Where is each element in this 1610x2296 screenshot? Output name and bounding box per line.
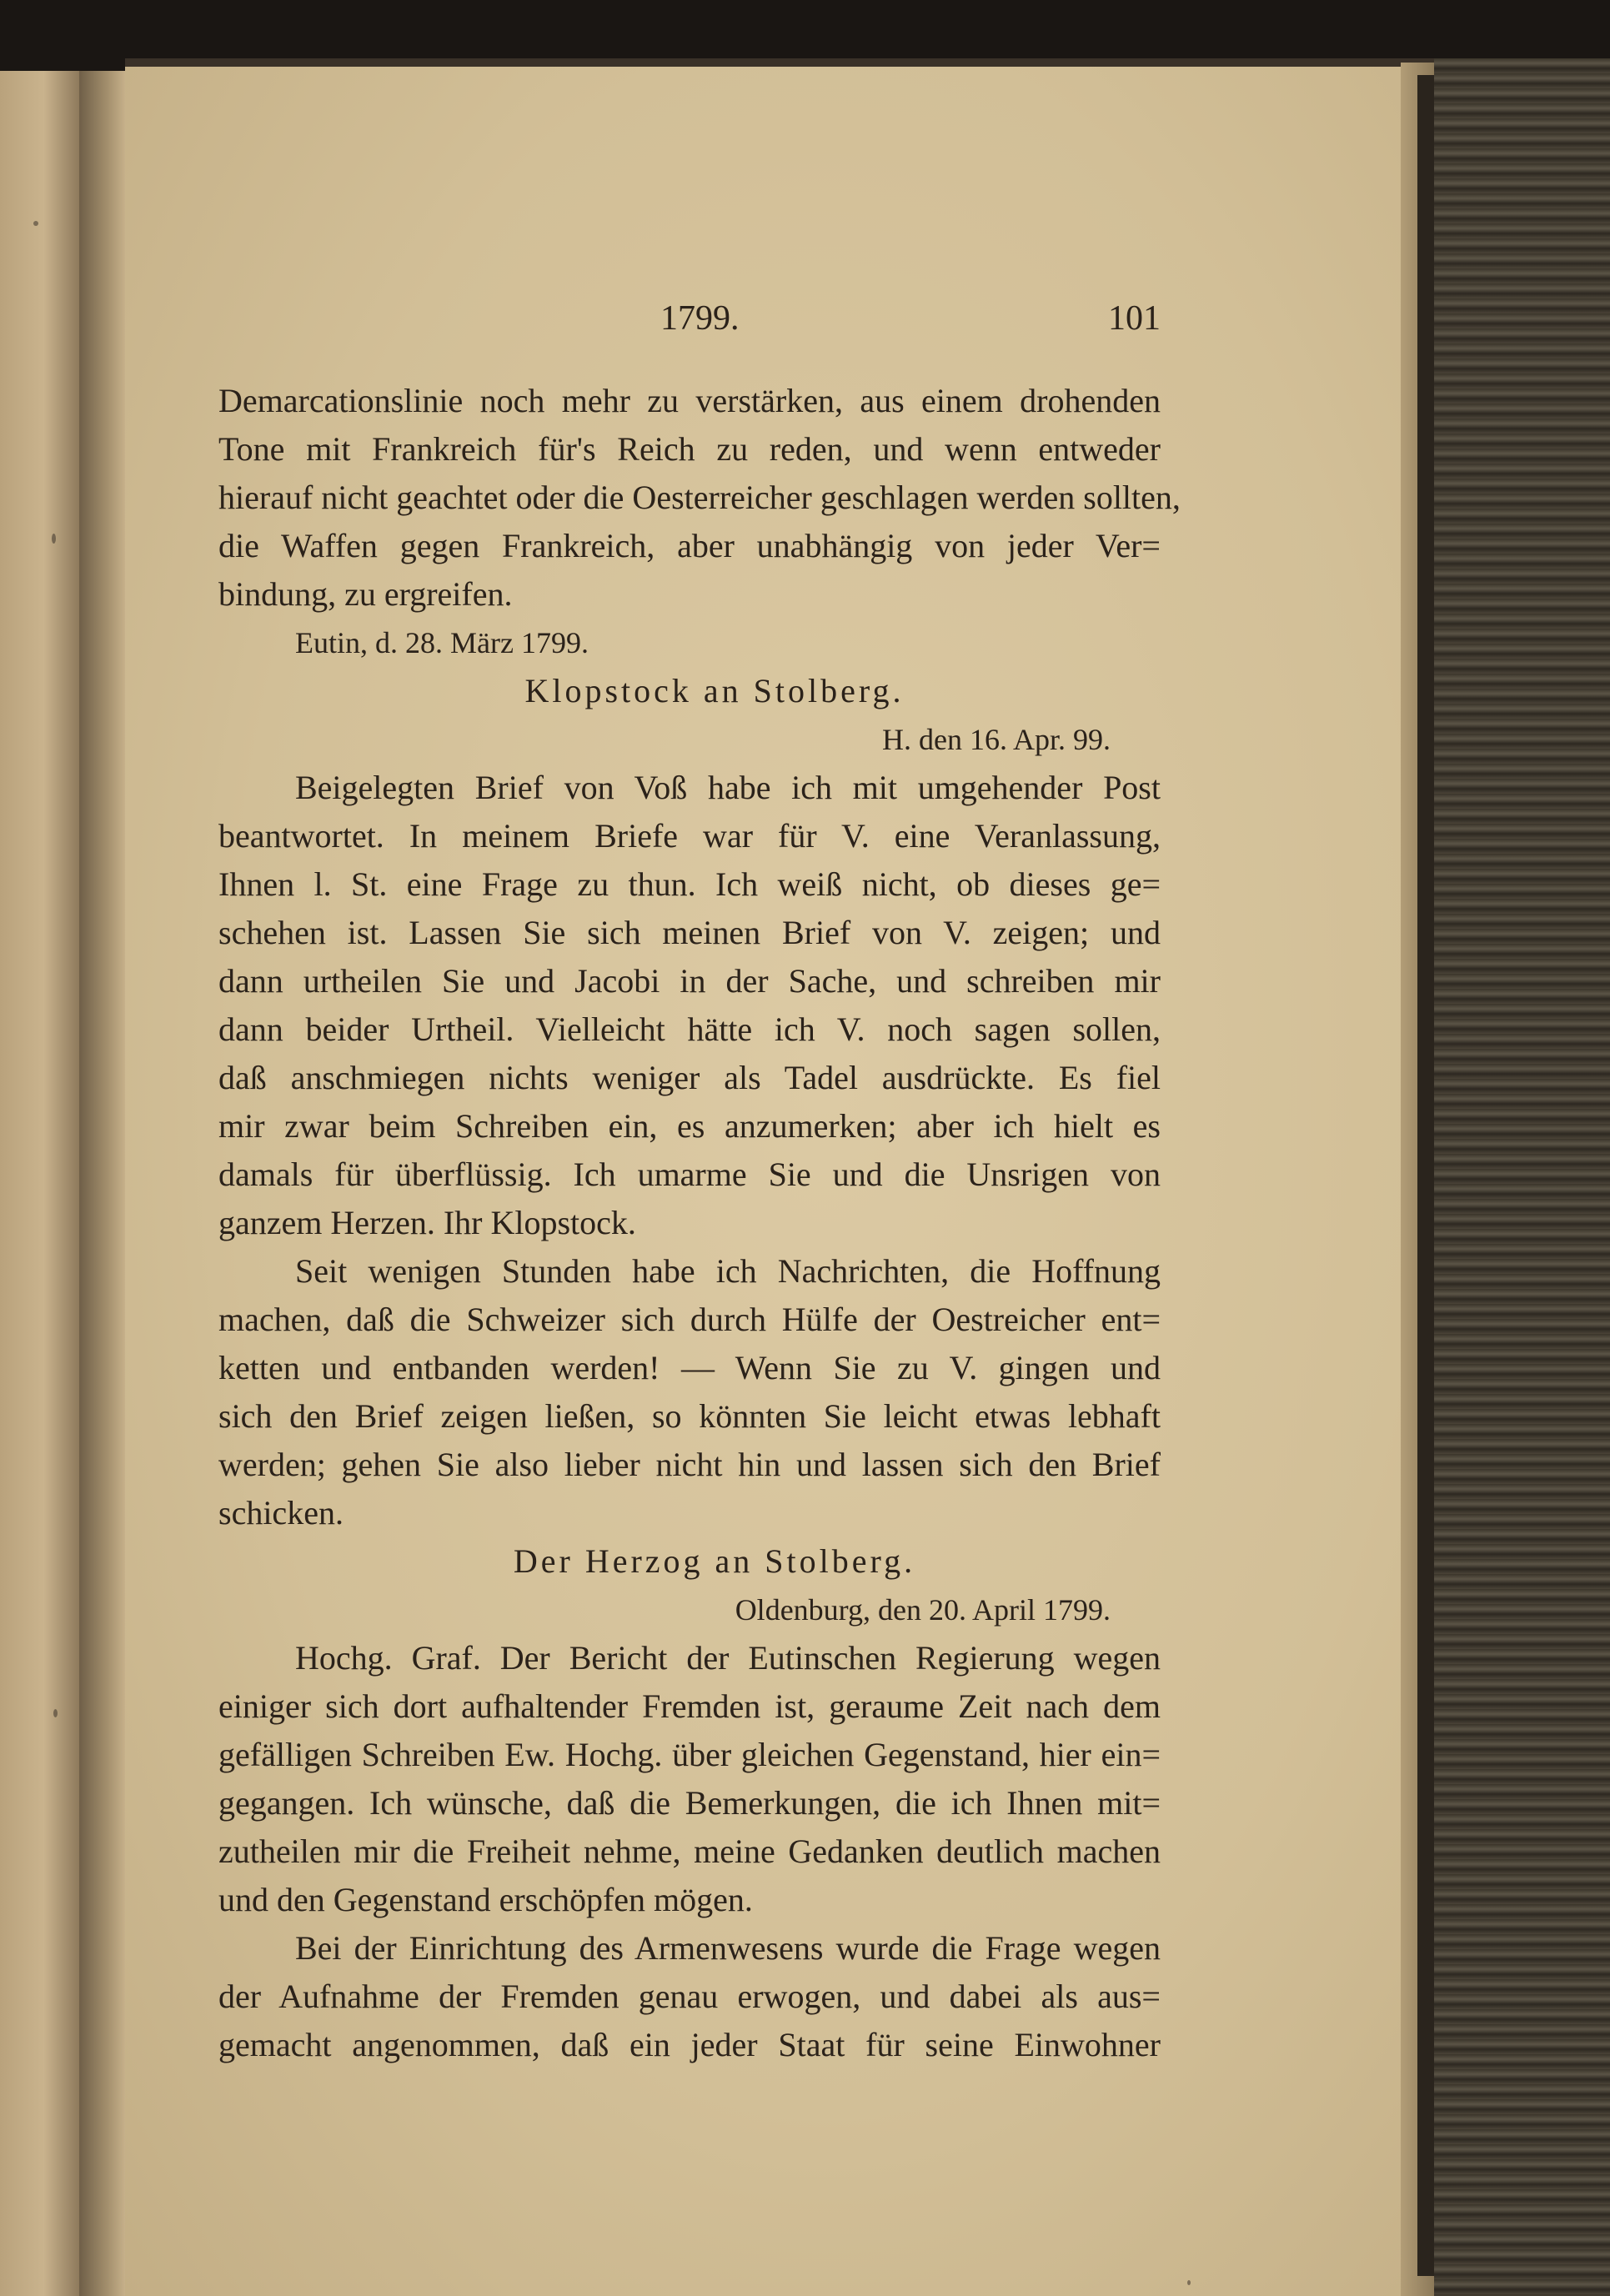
text-line: einiger sich dort aufhaltender Fremden ist, geraume Zeit nach dem: [218, 1687, 1161, 1725]
marbled-cover: [1434, 58, 1610, 2296]
paper-speck: [53, 1709, 58, 1717]
page-number: 101: [1108, 299, 1161, 338]
text-line: die Waffen gegen Frankreich, aber unabhängig von jeder Ver=: [218, 527, 1161, 564]
text-line: schicken.: [218, 1494, 344, 1532]
text-line: dann beider Urtheil. Vielleicht hätte ich V. noch sagen sollen,: [218, 1010, 1161, 1048]
text-line: daß anschmiegen nichts weniger als Tadel ausdrückte. Es fiel: [218, 1059, 1161, 1096]
running-header-year: 1799.: [660, 299, 740, 338]
text-line: Der Herzog an Stolberg.: [513, 1542, 916, 1580]
text-line: Seit wenigen Stunden habe ich Nachrichten, die Hoffnung: [295, 1252, 1161, 1290]
text-line: hierauf nicht geachtet oder die Oesterreicher geschlagen werden sollten,: [218, 479, 1181, 516]
text-line: und den Gegenstand erschöpfen mögen.: [218, 1881, 753, 1918]
text-line: bindung, zu ergreifen.: [218, 575, 513, 613]
text-line: H. den 16. Apr. 99.: [882, 723, 1111, 756]
text-line: Oldenburg, den 20. April 1799.: [735, 1593, 1111, 1627]
paper-speck: [52, 534, 56, 544]
text-line: Hochg. Graf. Der Bericht der Eutinschen Regierung wegen: [295, 1639, 1161, 1677]
text-line: sich den Brief zeigen ließen, so könnten Sie leicht etwas lebhaft: [218, 1397, 1161, 1435]
text-line: Bei der Einrichtung des Armenwesens wurde die Frage wegen: [295, 1929, 1161, 1967]
text-line: machen, daß die Schweizer sich durch Hülfe der Oestreicher ent=: [218, 1301, 1161, 1338]
text-line: mir zwar beim Schreiben ein, es anzumerken; aber ich hielt es: [218, 1107, 1161, 1145]
text-line: Eutin, d. 28. März 1799.: [295, 626, 589, 659]
text-line: gegangen. Ich wünsche, daß die Bemerkungen, die ich Ihnen mit=: [218, 1784, 1161, 1822]
text-line: werden; gehen Sie also lieber nicht hin und lassen sich den Brief: [218, 1446, 1161, 1483]
paper-speck: [33, 221, 38, 226]
text-line: ketten und entbanden werden! — Wenn Sie zu V. gingen und: [218, 1349, 1161, 1386]
text-line: Klopstock an Stolberg.: [524, 672, 905, 709]
text-line: damals für überflüssig. Ich umarme Sie und die Unsrigen von: [218, 1156, 1161, 1193]
running-header: [218, 298, 1161, 348]
text-line: gemacht angenommen, daß ein jeder Staat für seine Einwohner: [218, 2026, 1161, 2063]
text-line: Demarcationslinie noch mehr zu verstärken, aus einem drohenden: [218, 382, 1161, 419]
text-line: Beigelegten Brief von Voß habe ich mit umgehender Post: [295, 769, 1161, 806]
page-body-text: [218, 377, 1181, 2069]
text-line: Ihnen l. St. eine Frage zu thun. Ich weiß nicht, ob dieses ge=: [218, 865, 1161, 903]
text-line: beantwortet. In meinem Briefe war für V. eine Veranlassung,: [218, 817, 1161, 855]
paper-speck: [1187, 2280, 1191, 2285]
text-line: zutheilen mir die Freiheit nehme, meine Gedanken deutlich machen: [218, 1832, 1161, 1870]
text-line: schehen ist. Lassen Sie sich meinen Brief von V. zeigen; und: [218, 914, 1161, 951]
text-line: dann urtheilen Sie und Jacobi in der Sache, und schreiben mir: [218, 962, 1161, 1000]
book-gutter: [79, 71, 125, 2296]
previous-page-edge: [0, 71, 79, 2296]
text-line: gefälligen Schreiben Ew. Hochg. über gleichen Gegenstand, hier ein=: [218, 1736, 1161, 1773]
text-line: Tone mit Frankreich für's Reich zu reden, und wenn entweder: [218, 430, 1161, 468]
text-line: ganzem Herzen. Ihr Klopstock.: [218, 1204, 636, 1241]
text-line: der Aufnahme der Fremden genau erwogen, und dabei als aus=: [218, 1978, 1161, 2015]
